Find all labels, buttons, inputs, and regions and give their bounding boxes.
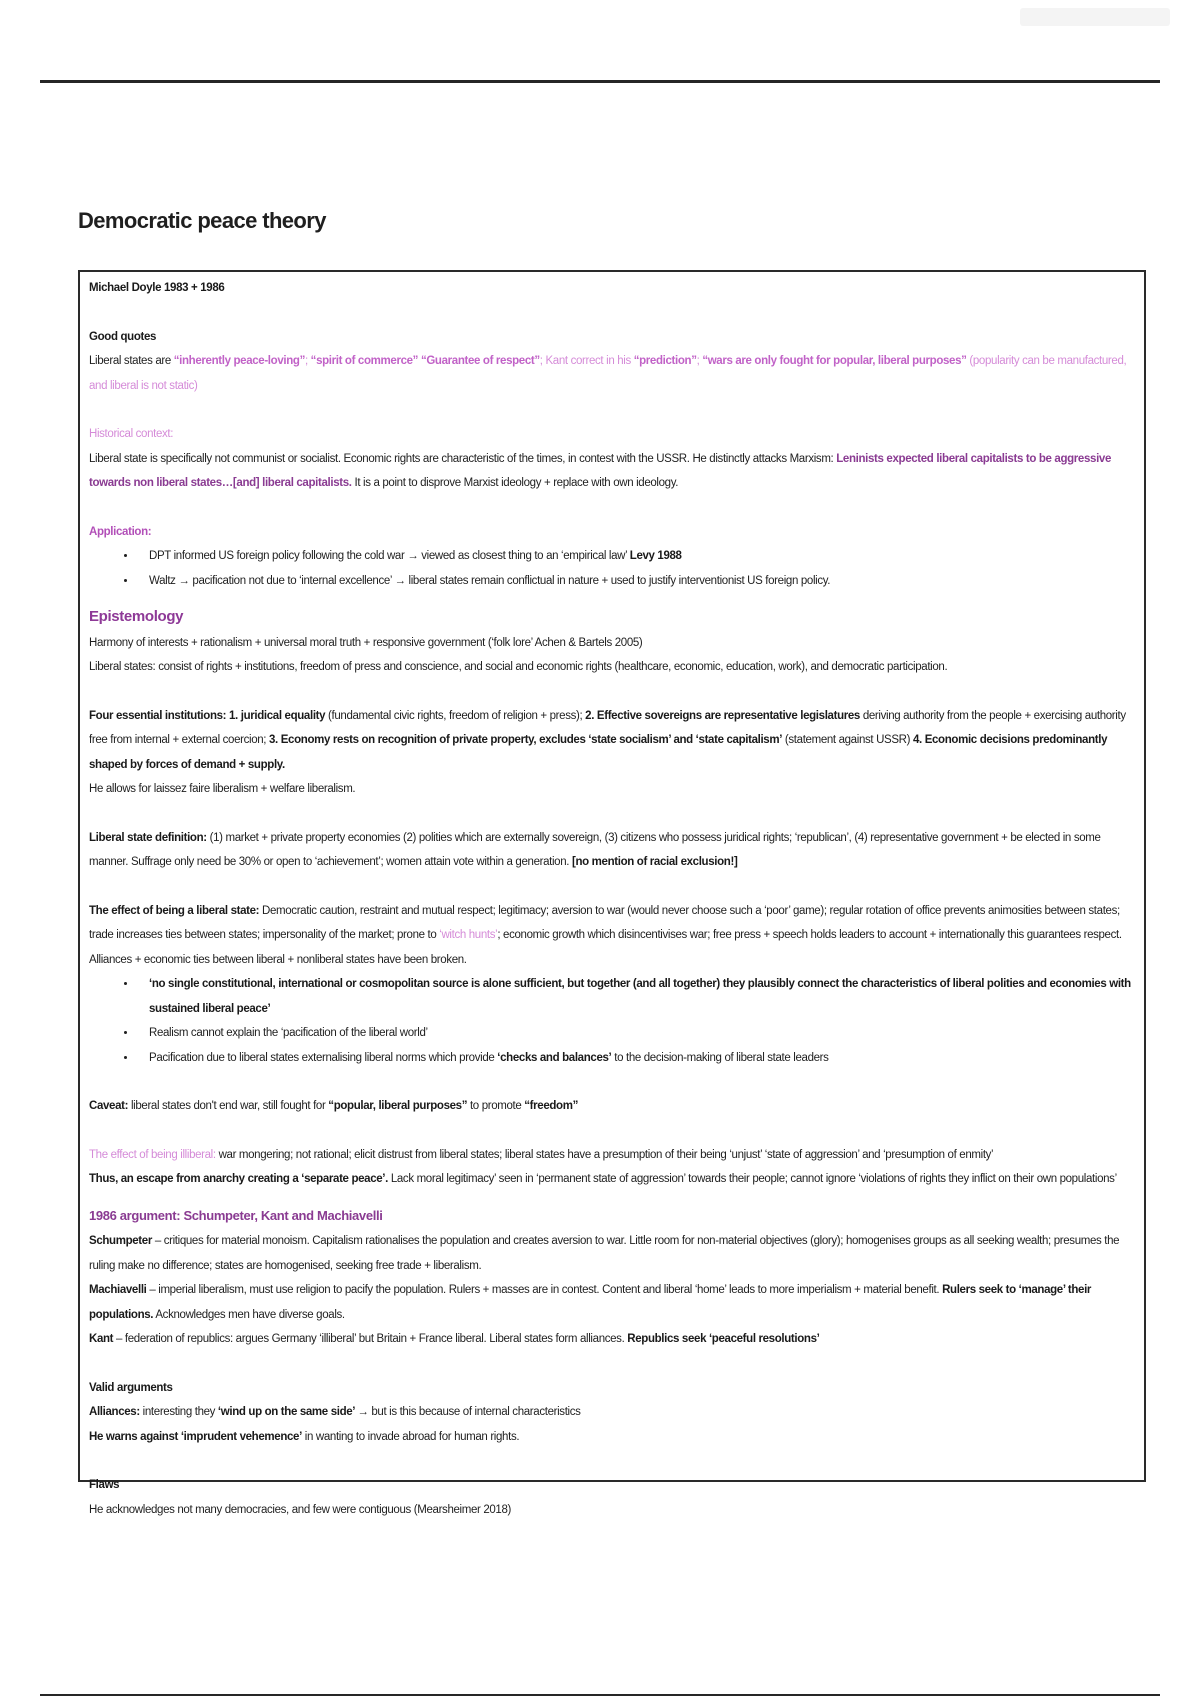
application-heading: Application: <box>89 525 152 538</box>
separate-peace-line: Thus, an escape from anarchy creating a ‘separate peace’. Lack moral legitimacy’ seen in ‘permanent state of aggression’ towards their people; cannot ignore ‘violations of rights they inflict on their own populations’ <box>89 1173 1117 1185</box>
epistemology-line-1: Harmony of interests + rationalism + universal moral truth + responsive government (‘folk lore’ Achen & Bartels 2005) <box>89 636 643 649</box>
alliances-line: Alliances: interesting they ‘wind up on the same side’ → but is this because of internal characteristics <box>89 1406 581 1418</box>
institutions-allows: He allows for laissez faire liberalism + welfare liberalism. <box>89 783 356 795</box>
epistemology-line-2: Liberal states: consist of rights + institutions, freedom of press and conscience, and social and economic rights (healthcare, economic, education, work), and democratic participation. <box>89 661 948 673</box>
caveat-line: Caveat: liberal states don't end war, still fought for “popular, liberal purposes” to promote “freedom” <box>89 1100 579 1112</box>
institutions-paragraph: Four essential institutions: 1. juridical equality (fundamental civic rights, freedom of religion + press); 2. Effective sovereigns are representative legislatures deriving authority from the people + exercising authority free from internal + external coercion; 3. Economy rests on recognition of private property, excludes ‘state socialism’ and ‘state capitalism’ (statement against USSR) 4. Economic decisions predominantly shaped by forces of demand + supply. <box>89 709 1126 771</box>
list-item: • Pacification due to liberal states externalising liberal norms which provide ‘checks and balances’ to the decision-making of liberal state leaders <box>137 1046 1135 1071</box>
historical-heading: Historical context: <box>89 428 174 440</box>
effect-paragraph: The effect of being a liberal state: Democratic caution, restraint and mutual respect; legitimacy; aversion to war (would never choose such a ‘poor’ game); regular rotation of office prevents animosities between states; trade increases ties between states; impersonality of the market; prone to ‘witch hunts’; economic growth which disincentivises war; free press + speech holds leaders to account + internationally this guarantees respect. Alliances + economic ties between liberal + nonliberal states have been broken. <box>89 904 1122 966</box>
list-item: • DPT informed US foreign policy following the cold war → viewed as closest thing to an ‘empirical law’ Levy 1988 <box>137 544 1135 569</box>
schumpeter-paragraph: Schumpeter – critiques for material monoism. Capitalism rationalises the population and creates aversion to war. Little room for non-material objectives (glory); homogenises groups as all seeking wealth; presumes the ruling make no difference; states are homogenised, seeking free trade + liberalism. <box>89 1235 1120 1272</box>
quotes-line: Liberal states are “inherently peace-loving”; “spirit of commerce” “Guarantee of respect”; Kant correct in his “prediction”; “wars are only fought for popular, liberal purposes” (popularity can be manufactured, and liberal is not static) <box>89 355 1127 392</box>
bottom-divider <box>40 1694 1160 1696</box>
historical-text: Liberal state is specifically not communist or socialist. Economic rights are characteristic of the times, in contest with the USSR. He distinctly attacks Marxism: Leninists expected liberal capitalists to be aggressive towards non liberal states…[and] liberal capitalists. It is a point to disprove Marxist ideology + replace with own ideology. <box>89 452 1112 489</box>
list-item: • Realism cannot explain the ‘pacification of the liberal world’ <box>137 1021 1135 1046</box>
application-list <box>89 544 1135 593</box>
flaws-heading: Flaws <box>89 1479 120 1491</box>
effect-list <box>89 972 1135 1070</box>
faded-watermark <box>1020 8 1170 26</box>
author-line: Michael Doyle 1983 + 1986 <box>89 282 225 294</box>
top-divider <box>40 80 1160 83</box>
notes-box <box>78 270 1146 1516</box>
warns-line: He warns against ‘imprudent vehemence’ in wanting to invade abroad for human rights. <box>89 1430 520 1443</box>
definition-paragraph: Liberal state definition: (1) market + private property economies (2) polities which are externally sovereign, (3) citizens who possess juridical rights; ‘republican’, (4) representative government + be elected in some manner. Suffrage only need be 30% or open to ‘achievement’; women attain vote within a generation. [no mention of racial exclusion!] <box>89 831 1101 868</box>
flaws-text: He acknowledges not many democracies, and few were contiguous (Mearsheimer 2018) <box>89 1503 512 1516</box>
arg-1986-heading: 1986 argument: Schumpeter, Kant and Machiavelli <box>89 1207 383 1223</box>
illiberal-line: The effect of being illiberal: war mongering; not rational; elicit distrust from liberal states; liberal states have a presumption of their being ‘unjust’ ‘state of aggression’ and ‘presumption of enmity’ <box>89 1148 994 1161</box>
list-item: • Waltz → pacification not due to ‘internal excellence’ → liberal states remain conflictual in nature + used to justify interventionist US foreign policy. <box>137 569 1135 594</box>
machiavelli-paragraph: Machiavelli – imperial liberalism, must use religion to pacify the population. Rulers + masses are in contest. Content and liberal ‘home’ leads to more imperialism + material benefit. Rulers seek to ‘manage’ their populations. Acknowledges men have diverse goals. <box>89 1284 1092 1321</box>
valid-heading: Valid arguments <box>89 1381 173 1394</box>
list-item: • ‘no single constitutional, international or cosmopolitan source is alone sufficient, but together (and all together) they plausibly connect the characteristics of liberal polities and economies with sustained liberal peace’ <box>137 972 1135 1021</box>
kant-paragraph: Kant – federation of republics: argues Germany ‘illiberal’ but Britain + France liberal. Liberal states form alliances. Republics seek ‘peaceful resolutions’ <box>89 1333 820 1345</box>
epistemology-heading: Epistemology <box>89 608 184 625</box>
quotes-heading: Good quotes <box>89 330 157 343</box>
page-title: Democratic peace theory <box>78 208 326 233</box>
